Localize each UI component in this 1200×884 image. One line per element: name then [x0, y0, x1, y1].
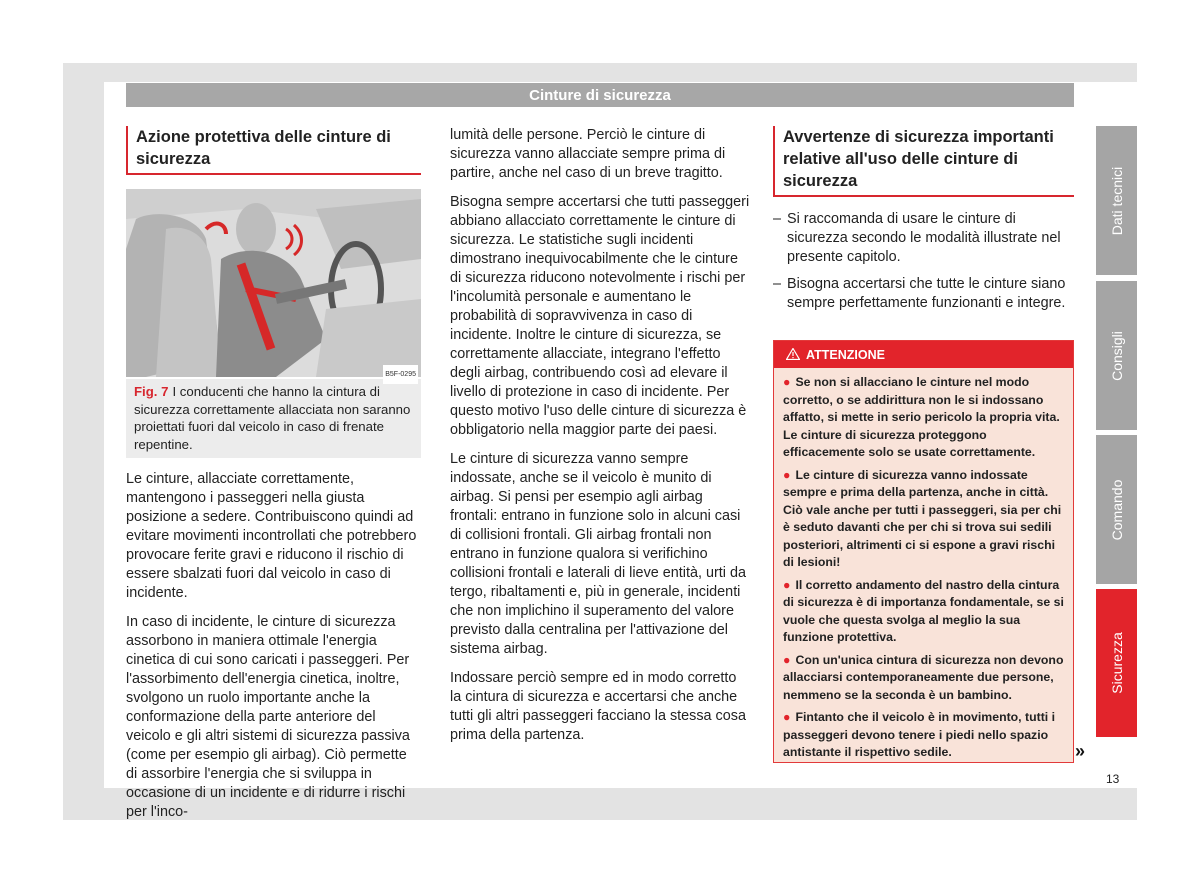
warning-item: ● Se non si allacciano le cinture nel modo corretto, o se addirittura non le si indossano affatto, si mette in serio pericolo la propria vita. Le cinture di sicurezza proteggono efficacemente solo se usate correttamente.: [783, 375, 1060, 459]
paragraph: In caso di incidente, le cinture di sicurezza assorbono in maniera ottimale l'energia cinetica di cui sono caricati i passeggeri. Per l'assorbimento dell'energia cinetica, inoltre, svolgono un ruolo importante anche la conformazione della parte anteriore del veicolo e gli altri sistemi di sicurezza passiva (come per esempio gli airbag). Ciò permette di assorbire l'energia che si sviluppa in occasione di un incidente e di ridurre i rischi per l'inco-: [126, 614, 410, 820]
continue-marker: »: [1075, 741, 1086, 761]
figure-label: Fig. 7: [134, 384, 169, 399]
warning-item: ● Con un'unica cintura di sicurezza non devono allacciarsi contemporaneamente due persone, nemmeno se la seconda è un bambino.: [783, 652, 1064, 702]
figure-caption: [126, 379, 421, 458]
paragraph: Bisogna sempre accertarsi che tutti passeggeri abbiano allacciato correttamente le cinture di sicurezza. Le statistiche sugli incidenti dimostrano inequivocabilmente che le cinture di sicurezza riducono notevolmente i rischi per l'incolumità personale e aumentano le probabilità di sopravvivenza in caso di incidente. Inoltre le cinture di sicurezza, se correttamente allacciate, integrano l'effetto degli airbag, contribuendo così ad elevare il livello di protezione in caso di incidente. Per questo motivo l'uso delle cinture di sicurezza è obbligatorio nella maggior parte dei paesi.: [450, 194, 750, 438]
paragraph: Le cinture, allacciate correttamente, mantengono i passeggeri nella giusta posizione a sedere. Contribuiscono quindi ad evitare movimenti incontrollati che potrebbero provocare ferite gravi e riducono il rischio di essere sbalzati fuori dal veicolo in caso di incidente.: [126, 471, 417, 601]
paragraph: Le cinture di sicurezza vanno sempre indossate, anche se il veicolo è munito di airbag. Si pensi per esempio agli airbag frontali: entrano in funzione solo in alcuni casi di collisioni frontali. Gli airbag frontali non entrano in funzione qualora si verifichino collisioni frontali e laterali di lieve entità, urti da tergo, ribaltamenti e, più in generale, incidenti che non implichino il superamento del valore previsto dalla centralina per l'attivazione del sistema airbag.: [450, 451, 746, 657]
figure-caption-text: I conducenti che hanno la cintura di sicurezza correttamente allacciata non saranno proiettati fuori dal veicolo in caso di frenate repentine.: [134, 384, 411, 452]
paragraph: lumità delle persone. Perciò le cinture di sicurezza vanno allacciate sempre prima di partire, anche nel caso di un breve tragitto.: [450, 127, 726, 181]
warning-item: ● Le cinture di sicurezza vanno indossate sempre e prima della partenza, anche in città. Ciò vale anche per tutti i passeggeri, sia per chi è seduto davanti che per chi si trova sui sedili posteriori, altrimenti ci si espone a gravi rischi di lesioni!: [783, 467, 1062, 569]
right-column: [773, 126, 1074, 321]
page-number: 13: [1106, 772, 1120, 786]
safety-bullets: [773, 210, 1074, 313]
figure-7: [126, 189, 421, 458]
warning-box: [773, 340, 1074, 763]
warning-list: [774, 368, 1073, 762]
section-title-safety-warnings: Avvertenze di sicurezza importanti relative all'uso delle cinture di sicurezza: [773, 126, 1074, 197]
tab-sicurezza[interactable]: Sicurezza: [1096, 589, 1137, 737]
paragraph: Indossare perciò sempre ed in modo corretto la cintura di sicurezza e accertarsi che anche tutti gli altri passeggeri facciano la stessa cosa prima della partenza.: [450, 670, 746, 743]
chapter-header: Cinture di sicurezza: [126, 83, 1074, 107]
warning-triangle-icon: [786, 341, 800, 369]
warning-title: ATTENZIONE: [806, 348, 885, 362]
section-title-protective-action: Azione protettiva delle cinture di sicurezza: [126, 126, 421, 175]
left-column: [126, 126, 421, 832]
warning-header: [774, 341, 1073, 368]
warning-item: ● Fintanto che il veicolo è in movimento, tutti i passeggeri devono tenere i piedi nello spazio antistante il rispettivo sedile.: [783, 710, 1056, 759]
list-item: – Si raccomanda di usare le cinture di sicurezza secondo le modalità illustrate nel presente capitolo.: [773, 211, 1061, 265]
driver-seatbelt-illustration: [126, 189, 421, 377]
tab-consigli[interactable]: Consigli: [1096, 281, 1137, 430]
middle-column: [450, 126, 750, 755]
list-item: – Bisogna accertarsi che tutte le cinture siano sempre perfettamente funzionanti e integre.: [773, 276, 1066, 311]
tab-comando[interactable]: Comando: [1096, 435, 1137, 584]
figure-code: B5F-0295: [383, 365, 418, 384]
warning-item: ● Il corretto andamento del nastro della cintura di sicurezza è di importanza fondamentale, se si vuole che questa svolga al meglio la sua funzione protettiva.: [783, 577, 1064, 644]
tab-dati-tecnici[interactable]: Dati tecnici: [1096, 126, 1137, 275]
